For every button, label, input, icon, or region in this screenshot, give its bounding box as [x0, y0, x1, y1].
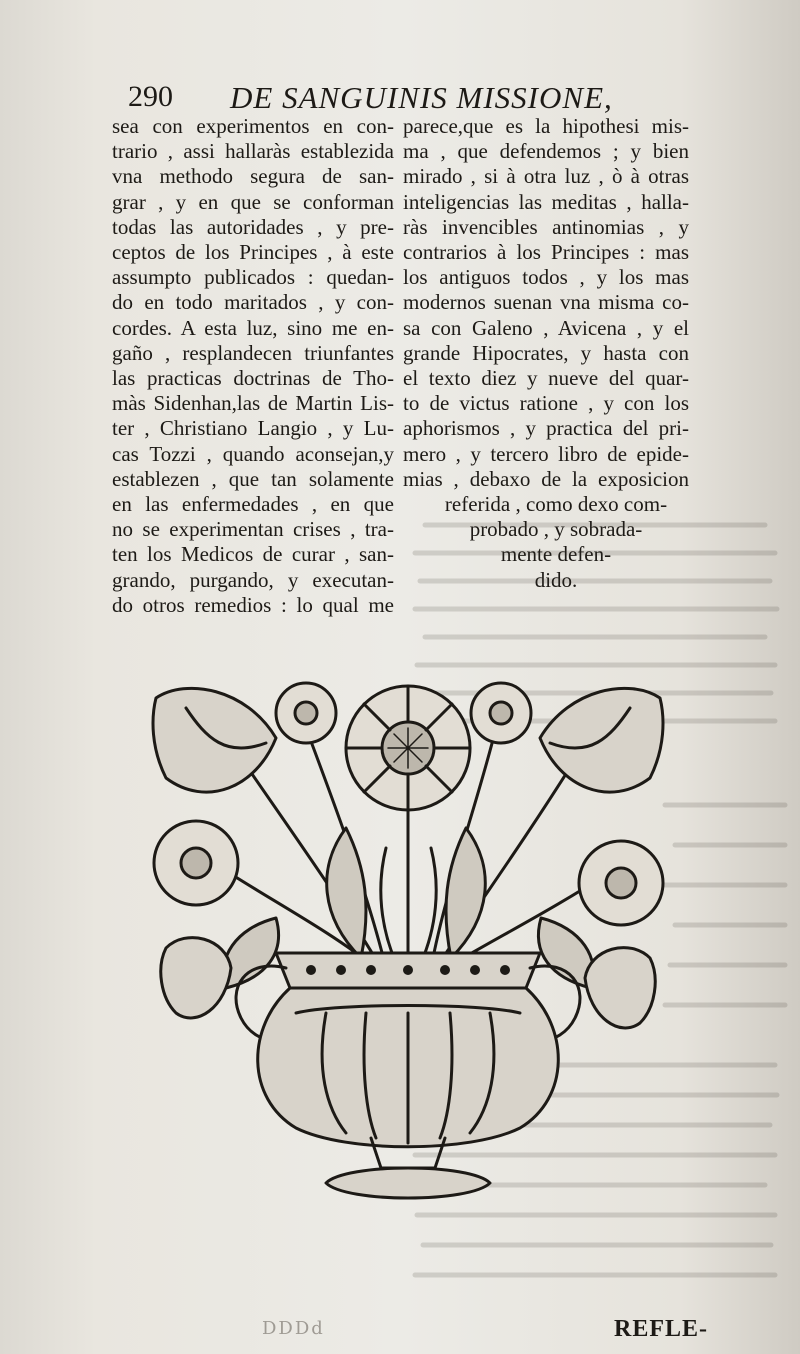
- text-line: en las enfermedades , en que: [112, 492, 394, 517]
- page-number: 290: [128, 80, 173, 113]
- text-line: màs Sidenhan,las de Martin Lis-: [112, 391, 394, 416]
- running-head: DE SANGUINIS MISSIONE,: [230, 80, 613, 115]
- text-line: assumpto publicados : quedan-: [112, 265, 394, 290]
- text-line: probado , y sobrada-: [469, 517, 643, 542]
- text-line: cas Tozzi , quando aconsejan,y: [112, 441, 394, 466]
- text-line: mias , debaxo de la exposicion: [403, 466, 689, 491]
- text-line: ma , que defendemos ; y bien: [403, 139, 689, 164]
- text-line: mirado , si à otra luz , ò à otras: [403, 164, 689, 189]
- text-line: parece,que es la hipothesi mis-: [403, 114, 689, 138]
- text-line: cordes. A esta luz, sino me en-: [112, 315, 394, 340]
- text-line: las practicas doctrinas de Tho-: [112, 366, 394, 391]
- catchword: REFLE-: [614, 1316, 709, 1342]
- text-line: do otros remedios : lo qual me: [112, 592, 394, 617]
- right-text-column: [403, 114, 689, 593]
- text-line: trario , assi hallaràs establezida: [112, 139, 394, 164]
- text-line: gaño , resplandecen triunfantes: [112, 340, 394, 365]
- text-line: modernos suenan vna misma co-: [403, 290, 689, 315]
- text-line: el texto diez y nueve del quar-: [403, 366, 689, 391]
- flower-vase-woodcut-icon: [146, 668, 670, 1206]
- text-line: los antiguos todos , y los mas: [403, 265, 689, 290]
- text-line: sa con Galeno , Avicena , y el: [403, 315, 689, 340]
- text-line: referida , como dexo com-: [444, 492, 668, 517]
- text-line: establezen , que tan solamente: [112, 466, 394, 491]
- text-line: grando, purgando, y executan-: [112, 567, 394, 592]
- text-line: grande Hipocrates, y hasta con: [403, 340, 689, 365]
- text-line: contrarios à los Principes : mas: [403, 240, 689, 265]
- text-line: aphorismos , y practica del pri-: [403, 416, 689, 441]
- text-line: ràs invencibles antinomias , y: [403, 214, 689, 239]
- text-line: todas las autoridades , y pre-: [112, 214, 394, 239]
- text-line: do en todo maritados , y con-: [112, 290, 394, 315]
- text-line: grar , y en que se conforman: [112, 189, 394, 214]
- text-line: ter , Christiano Langio , y Lu-: [112, 416, 394, 441]
- text-line: inteligencias las meditas , halla-: [403, 189, 689, 214]
- text-line: ten los Medicos de curar , san-: [112, 542, 394, 567]
- text-line: no se experimentan crises , tra-: [112, 517, 394, 542]
- text-line: mente defen-: [500, 542, 612, 567]
- text-line: mero , y tercero libro de epide-: [403, 441, 689, 466]
- left-text-column: [112, 114, 394, 618]
- text-line: to de victus ratione , y con los: [403, 391, 689, 416]
- text-line: dido.: [534, 567, 578, 592]
- text-line: sea con experimentos en con-: [112, 114, 394, 138]
- text-line: ceptos de los Principes , à este: [112, 240, 394, 265]
- text-line: vna methodo segura de san-: [112, 164, 394, 189]
- signature-mark: DDDd: [262, 1318, 325, 1339]
